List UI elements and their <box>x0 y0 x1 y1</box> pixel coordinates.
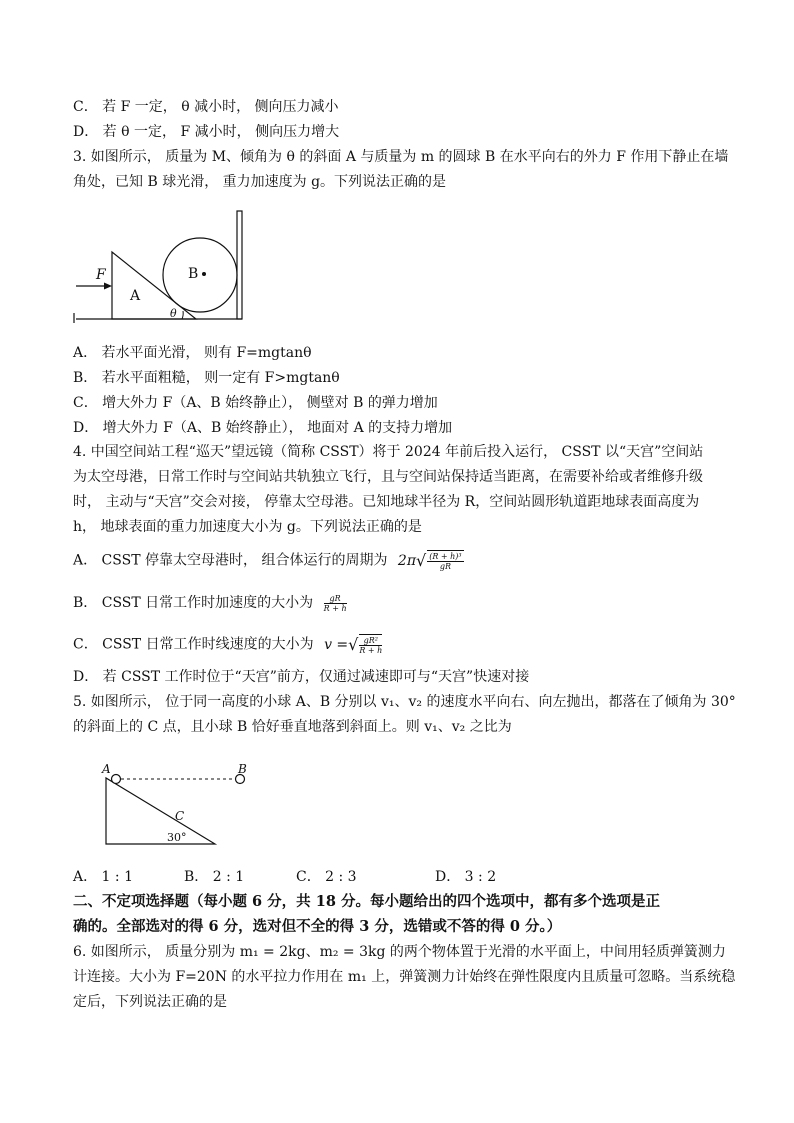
section2-heading-line1: 二、不定项选择题（每小题 6 分，共 18 分。每小题给出的四个选项中，都有多个选项是正 <box>73 893 660 910</box>
label-a: A <box>130 288 141 304</box>
ball-a <box>112 775 121 784</box>
q3-option-a: A． 若水平面光滑， 则有 F=mgtanθ <box>73 345 312 361</box>
q4-option-b <box>73 593 347 613</box>
q5-stem-line2: 的斜面上的 C 点，且小球 B 恰好垂直地落到斜面上。则 v₁、v₂ 之比为 <box>73 719 512 735</box>
slope-triangle <box>106 778 215 844</box>
q4-option-d: D． 若 CSST 工作时位于“天宫”前方，仅通过减速即可与“天宫”快速对接 <box>73 669 530 685</box>
q4-option-c-text: C． CSST 日常工作时线速度的大小为 <box>73 636 314 653</box>
q4-stem-line1: 4. 中国空间站工程“巡天”望远镜（简称 CSST）将于 2024 年前后投入运行， CSST 以“天宫”空间站 <box>73 444 704 460</box>
q4-a-numerator: (R + h)³ <box>429 551 462 561</box>
q4-option-c <box>73 634 382 655</box>
q4-option-a-text: A． CSST 停靠太空母港时， 组合体运行的周期为 <box>73 552 388 569</box>
q5-stem-line1: 5. 如图所示， 位于同一高度的小球 A、B 分别以 v₁、v₂ 的速度水平向右、向左抛出，都落在了倾角为 30° <box>73 694 736 710</box>
q4-c-denominator: R + h <box>359 645 383 655</box>
q5-option-a: A． 1 : 1 <box>73 869 133 885</box>
q2-option-d: D． 若 θ 一定， F 减小时， 侧向压力增大 <box>73 124 340 140</box>
label-c: C <box>175 809 185 823</box>
q5-option-c: C． 2 : 3 <box>296 869 357 885</box>
q4-b-numerator: gR <box>324 594 347 604</box>
q4-option-c-prefix: v = <box>324 636 349 653</box>
ball-center <box>202 272 206 276</box>
q3-stem-line2: 角处，已知 B 球光滑， 重力加速度为 g。下列说法正确的是 <box>73 174 447 190</box>
sqrt-sign: √ <box>348 634 359 654</box>
label-a: A <box>102 762 111 776</box>
wedge-a <box>112 252 199 319</box>
q3-figure <box>70 205 260 327</box>
q3-option-d: D． 增大外力 F（A、B 始终静止）， 地面对 A 的支持力增加 <box>73 420 453 436</box>
sqrt-sign: √ <box>416 550 427 570</box>
label-f: F <box>96 267 106 283</box>
q4-stem-line2: 为太空母港，日常工作时与空间站共轨独立飞行，且与空间站保持适当距离，在需要补给或者维修升级 <box>73 469 703 485</box>
label-angle: 30° <box>167 831 187 844</box>
label-theta: θ <box>170 307 177 320</box>
q6-stem-line3: 定后，下列说法正确的是 <box>73 994 227 1010</box>
ball-b <box>163 238 237 312</box>
q3-option-c: C． 增大外力 F（A、B 始终静止）， 侧壁对 B 的弹力增加 <box>73 395 438 411</box>
q3-option-b: B． 若水平面粗糙， 则一定有 F>mgtanθ <box>73 370 340 386</box>
q4-option-b-text: B． CSST 日常工作时加速度的大小为 <box>73 595 314 611</box>
q4-stem-line4: h， 地球表面的重力加速度大小为 g。下列说法正确的是 <box>73 519 422 535</box>
q5-option-b: B． 2 : 1 <box>184 869 245 885</box>
wall <box>237 211 242 319</box>
q4-a-denominator: gR <box>439 561 451 571</box>
q3-stem-line1: 3. 如图所示， 质量为 M、倾角为 θ 的斜面 A 与质量为 m 的圆球 B 在水平向右的外力 F 作用下静止在墙 <box>73 149 729 165</box>
force-arrowhead <box>104 283 112 290</box>
theta-arc <box>182 311 183 319</box>
q4-stem-line3: 时， 主动与“天宫”交会对接， 停靠太空母港。已知地球半径为 R，空间站圆形轨道距地球表面高度为 <box>73 494 700 510</box>
q6-stem-line2: 计连接。大小为 F=20N 的水平拉力作用在 m₁ 上，弹簧测力计始终在弹性限度内且质量可忽略。当系统稳 <box>73 969 736 985</box>
section2-heading-line2: 确的。全部选对的得 6 分，选对但不全的得 3 分，选错或不答的得 0 分。） <box>73 918 562 935</box>
q5-option-d: D． 3 : 2 <box>435 869 497 885</box>
q5-figure <box>95 760 265 850</box>
label-b: B <box>188 266 199 282</box>
q6-stem-line1: 6. 如图所示， 质量分别为 m₁ = 2kg、m₂ = 3kg 的两个物体置于光滑的水平面上，中间用轻质弹簧测力 <box>73 944 726 960</box>
q4-option-a-prefix: 2π <box>397 552 417 569</box>
q4-c-numerator: gR² <box>359 636 382 646</box>
q4-option-a <box>73 550 464 571</box>
label-b: B <box>238 762 247 776</box>
q2-option-c: C． 若 F 一定， θ 减小时， 侧向压力减小 <box>73 99 339 115</box>
q4-b-denominator: R + h <box>323 603 347 613</box>
